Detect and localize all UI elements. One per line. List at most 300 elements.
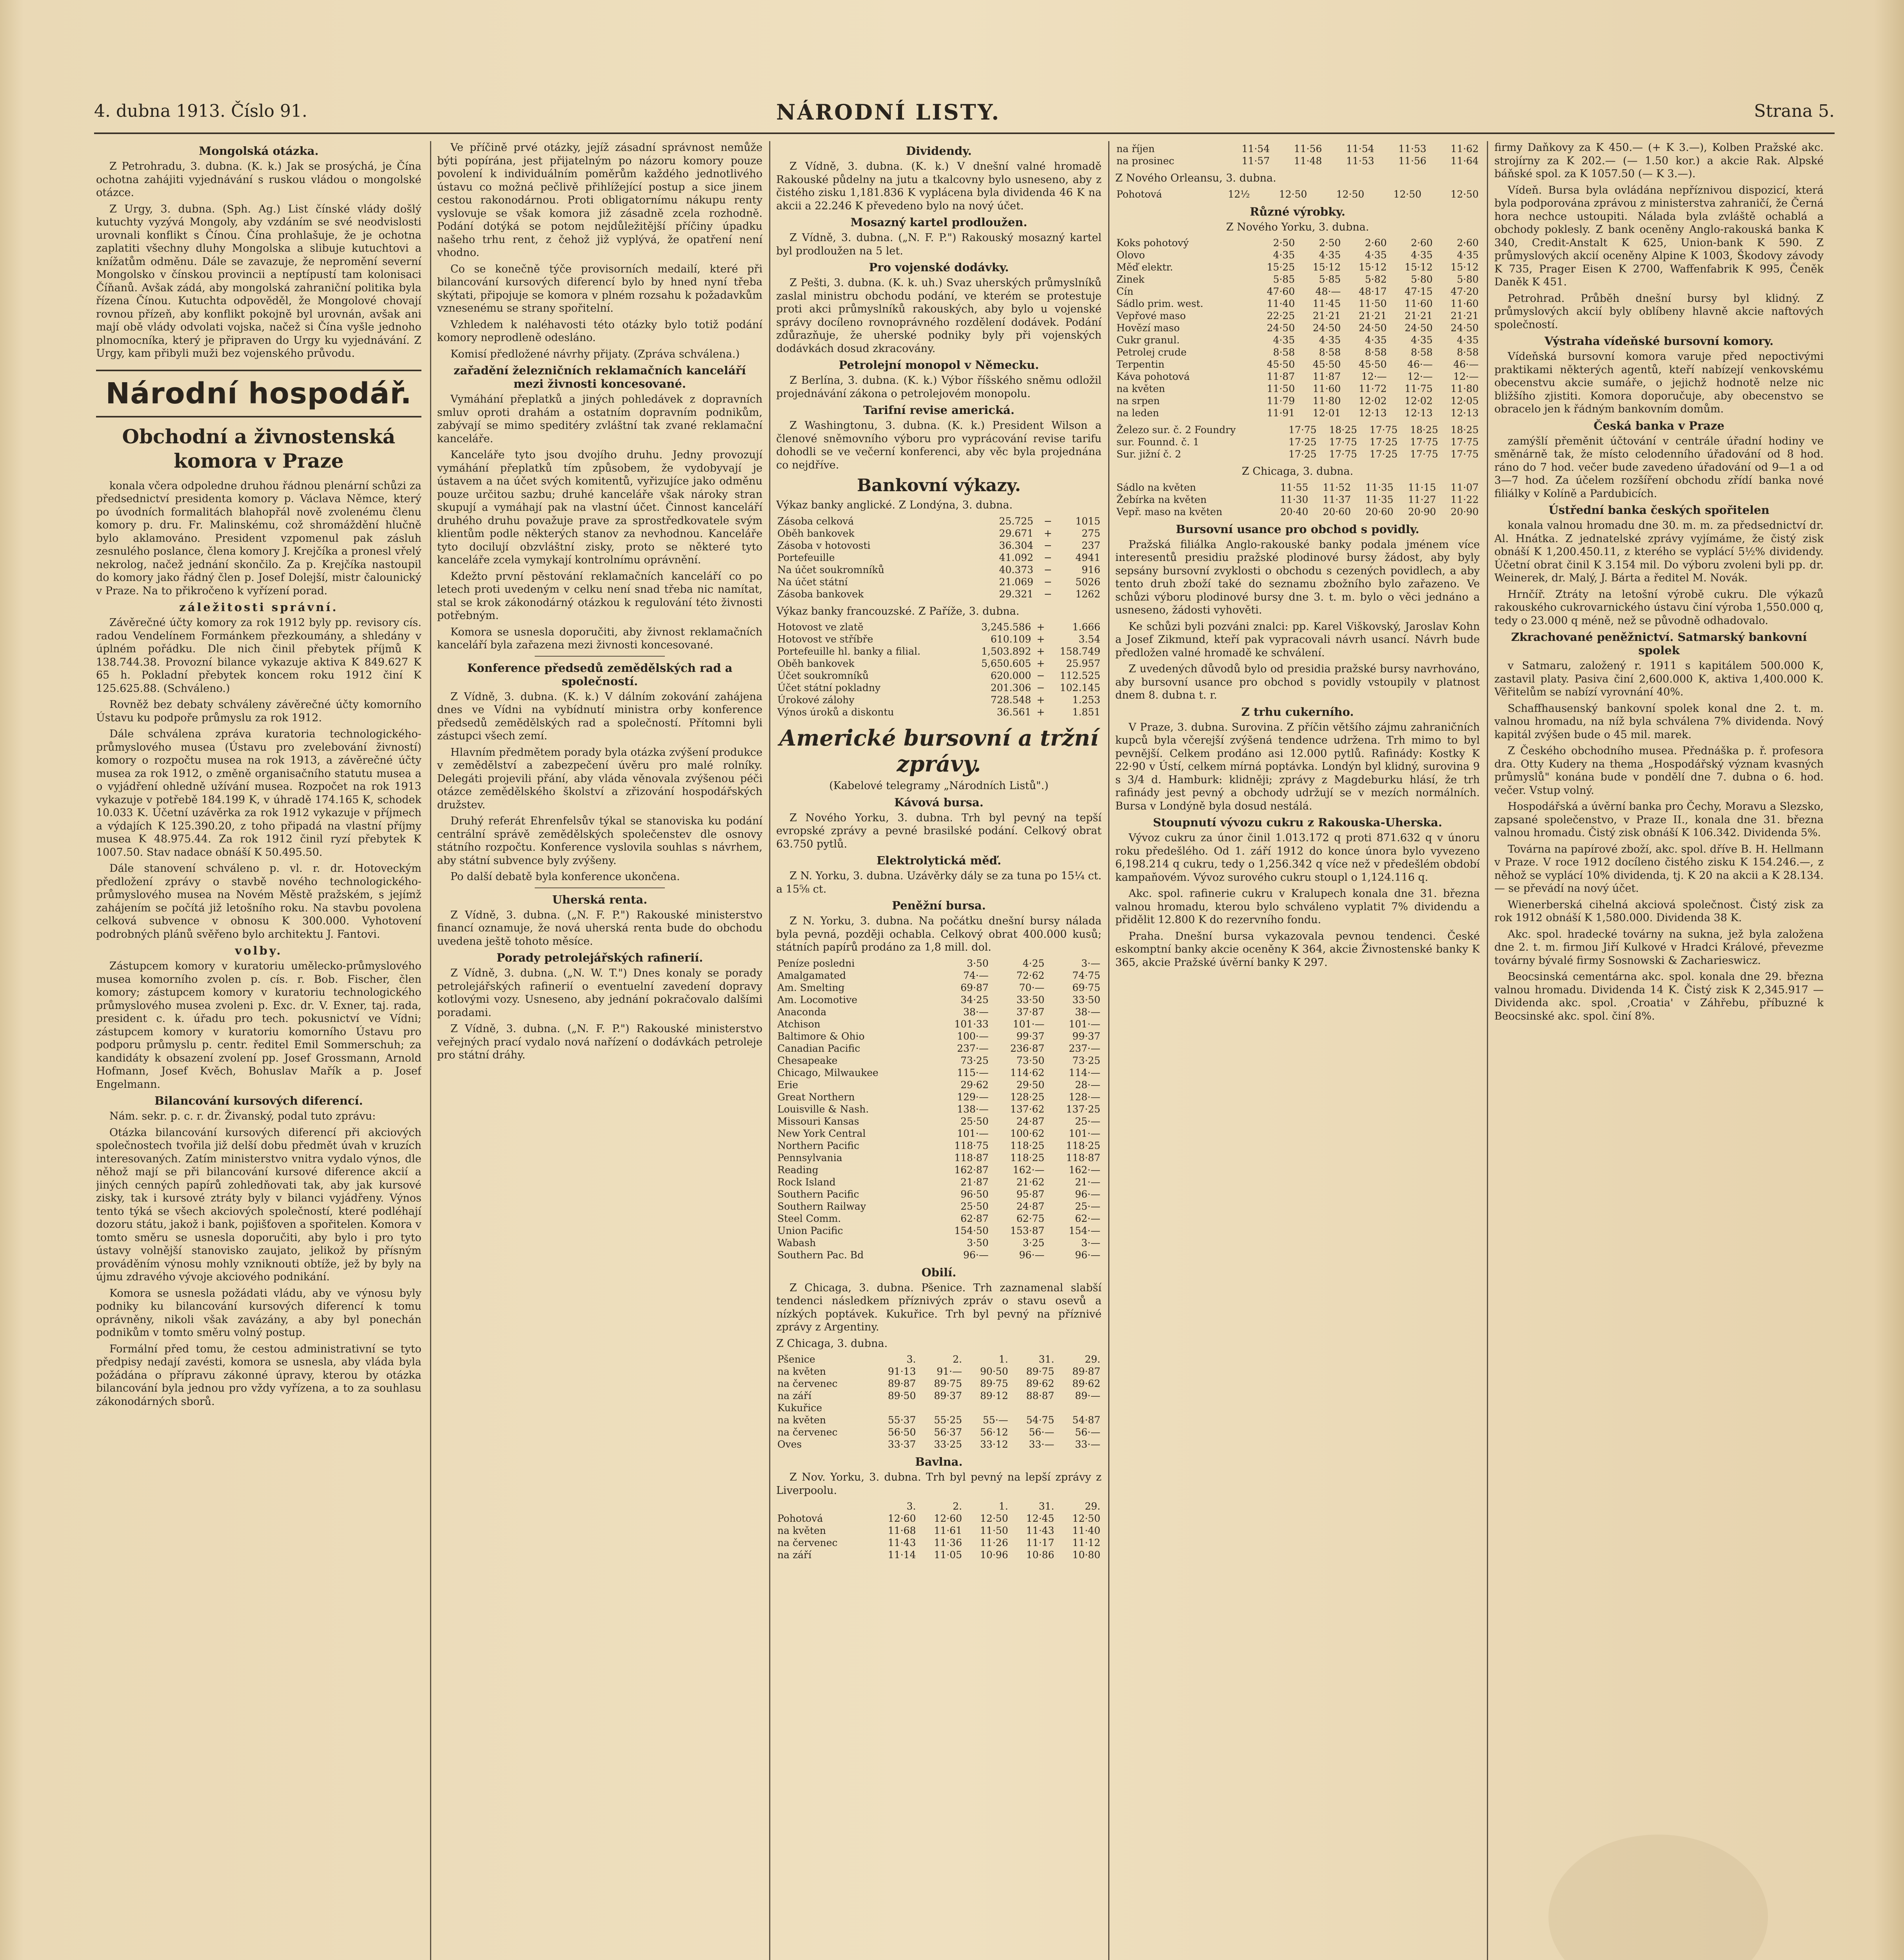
table-row xyxy=(776,1006,1102,1018)
cell-value: 1262 xyxy=(1075,588,1100,600)
cell-value: 12·50 xyxy=(1279,188,1307,200)
cell-value: 11·80 xyxy=(1312,395,1341,407)
table-row xyxy=(1115,436,1480,448)
table-caption: Z Nového Yorku, 3. dubna. xyxy=(1226,221,1369,233)
cell-value: 25.957 xyxy=(1066,658,1100,669)
cell-value: 4·35 xyxy=(1411,249,1433,261)
cell-value: 11·53 xyxy=(1346,155,1374,167)
row-label: Peníze posledni xyxy=(777,957,855,969)
paragraph: Z Chicaga, 3. dubna. Pšenice. Trh zaznamenal slabší tendenci následkem příznivých zpráv o stavu osevů a nízkých poptávek. Kukuřice. Trh byl pevný na příznivé zprávy z Argentiny. xyxy=(776,1281,1102,1333)
row-label: Southern Pac. Bd xyxy=(777,1249,864,1261)
cell-value: 31. xyxy=(1038,1354,1055,1365)
subheading: Bavlna. xyxy=(915,1455,963,1468)
cell-value xyxy=(917,1402,963,1414)
cell-value: 96·— xyxy=(1019,1249,1045,1261)
cell-value: 916 xyxy=(1082,564,1100,575)
cell-value: 33·37 xyxy=(888,1439,916,1450)
cell-value: 56·37 xyxy=(934,1426,962,1438)
table-caption: Z Chicaga, 3. dubna. xyxy=(776,1337,888,1350)
cell-value: 12·01 xyxy=(1312,407,1341,419)
cell-value: 3.54 xyxy=(1078,633,1100,645)
subheading: Zkrachované peněžnictví. Satmarský bankovní spolek xyxy=(1511,630,1807,657)
paragraph: Kdežto první pěstování reklamačních kanceláří co po letech proti uvedeným v celku není snad třeba nic namítat, stal se krok zákonodárný otázkou k regulování této živnosti potřebným. xyxy=(437,570,762,622)
table-row xyxy=(776,1152,1102,1164)
paragraph: konala valnou hromadu dne 30. m. m. za předsednictví dr. Al. Hnátka. Z jednatelské zprávy vyjímáme, že čistý zisk obnáší K 1,200.450.11, z kterého se vyplácí 5½% dividendy. Účetní obrat činil K 3.154 mil. Do výboru zvoleni byli pp. dr. Weinerek, dr. Malý, J. Bárta a ředitel M. Novák. xyxy=(1494,519,1824,584)
cell-value: 162·— xyxy=(1013,1164,1045,1176)
divider xyxy=(535,887,665,888)
cell-value: 72·62 xyxy=(1016,969,1045,981)
row-label: Oves xyxy=(777,1439,802,1450)
cell-value: 31. xyxy=(1038,1501,1055,1512)
cell-value: 18·25 xyxy=(1410,424,1438,436)
paragraph: Ke schůzi byli pozváni znalci: pp. Karel Viškovský, Jaroslav Kohn a Josef Zikmund, kteří pak vypracovali návrh usancí. Návrh bude předložen valné hromadě ke schválení. xyxy=(1115,620,1480,659)
table-row xyxy=(1115,261,1480,273)
cell-value: 99·37 xyxy=(1072,1030,1100,1042)
paragraph: Vídeň. Bursa byla ovládána nepříznivou dispozicí, která byla podporována zprávou z ministerstva zahraničí, že Černá hora nechce ustoupiti. Nálada byla zvláště ochablá a obchody poklesly. Z bank oceněny Anglo-rakouská banka K 340, Credit-Anstalt K 625, Union-bank K 590. Z průmyslových akcií oceněny Alpine K 1003, Škodovy závody K 735, Prager Eisen K 2700, Waffenfabrik K 995, Čeněk Daněk K 451. xyxy=(1494,184,1824,288)
paragraph: Dále stanovení schváleno p. vl. r. dr. Hotoveckým předložení zprávy o stavbě nového technologického-průmyslového musea na Novém Městě pražském, s jejímž zahájením se počítá již letošního roku. Na stavbu povolena celková subvence v obnosu K 300.000. Vyhotovení podrobných plánů svěřeno bylo architektu J. Fantovi. xyxy=(96,862,421,940)
cell-value: 2. xyxy=(953,1354,962,1365)
table-row xyxy=(776,1091,1102,1103)
cell-value: 20·60 xyxy=(1365,506,1394,517)
cell-value: 11·40 xyxy=(1072,1525,1100,1536)
cell-value: 74·— xyxy=(963,969,989,981)
cell-value: + xyxy=(1036,658,1045,669)
table-cotton xyxy=(776,1500,1102,1561)
table-row xyxy=(776,515,1102,527)
paragraph: Z Vídně, 3. dubna. („N. F. P.") Rakouské ministerstvo financí oznamuje, že nová uherská renta bude do obchodu uvedena ještě tohoto měsíce. xyxy=(437,909,762,947)
subheading: Česká banka v Praze xyxy=(1594,419,1724,432)
table-products xyxy=(1115,237,1480,419)
column-rule xyxy=(769,141,770,1960)
cell-value: 4·35 xyxy=(1457,334,1479,346)
row-label: Portefeuille hl. banky a filial. xyxy=(777,646,921,657)
cell-value: 4·35 xyxy=(1365,334,1387,346)
table-row xyxy=(776,1176,1102,1188)
cell-value: 34·25 xyxy=(960,994,989,1005)
table-row xyxy=(776,694,1102,706)
cell-value: 5,650.605 xyxy=(981,658,1031,669)
cell-value: 11·79 xyxy=(1267,395,1295,407)
row-label: Vepř. maso na květen xyxy=(1116,506,1223,517)
row-label: na červenec xyxy=(777,1426,838,1438)
table-row xyxy=(776,1365,1102,1377)
table-row xyxy=(1115,407,1480,419)
cell-value: 11·12 xyxy=(1072,1537,1100,1548)
paragraph: Z N. Yorku, 3. dubna. Na počátku dnešní bursy nálada byla pevná, později ochabla. Celkový obrat 400.000 kusů; státních papírů prodáno za 1,8 mill. dol. xyxy=(776,915,1102,953)
row-label: na květen xyxy=(777,1366,826,1377)
row-label: Oběh bankovek xyxy=(777,658,855,669)
table-row xyxy=(776,1524,1102,1537)
table-row xyxy=(776,645,1102,657)
row-label: Zásoba v hotovosti xyxy=(777,539,871,551)
cell-value: 1. xyxy=(998,1501,1008,1512)
cell-value: 89·50 xyxy=(888,1390,916,1401)
cell-value: 1.666 xyxy=(1072,621,1100,633)
row-label: Amalgamated xyxy=(777,969,846,981)
table-row xyxy=(776,957,1102,969)
cell-value: 24·50 xyxy=(1358,322,1387,334)
column-1 xyxy=(96,141,421,1960)
row-label: Atchison xyxy=(777,1018,820,1030)
row-label: Úrokové zálohy xyxy=(777,694,855,706)
table-row xyxy=(776,1103,1102,1115)
table-row xyxy=(1115,249,1480,261)
cell-value: 10·80 xyxy=(1072,1549,1100,1561)
cell-value: − xyxy=(1044,515,1052,527)
cell-value: 154·— xyxy=(1069,1225,1100,1236)
cell-value xyxy=(871,1402,917,1414)
row-label: Hotovost ve stříbře xyxy=(777,633,873,645)
cell-value: 237·— xyxy=(957,1042,989,1054)
cell-value: 4·25 xyxy=(1022,957,1045,969)
subheading: Z trhu cukerního. xyxy=(1241,705,1354,719)
table-caption: Výkaz banky anglické. Z Londýna, 3. dubna. xyxy=(776,499,1013,511)
cell-value: 101·— xyxy=(1069,1018,1100,1030)
paragraph: Hospodářská a úvěrní banka pro Čechy, Moravu a Slezsko, zapsané společenstvo, v Praze II., konala dne 31. března valnou hromadu. Čistý zisk obnáší K 106.342. Dividenda 5%. xyxy=(1494,800,1824,839)
cell-value: 55·37 xyxy=(888,1414,916,1426)
table-row xyxy=(1115,273,1480,285)
cell-value: 89·75 xyxy=(1026,1366,1055,1377)
row-label: Na účet státní xyxy=(777,576,848,588)
cell-value: 89·37 xyxy=(934,1390,962,1401)
cell-value: 17·75 xyxy=(1450,448,1479,460)
cell-value: 29.671 xyxy=(999,527,1034,539)
cell-value: 4·35 xyxy=(1319,249,1341,261)
cell-value: 33·— xyxy=(1075,1439,1100,1450)
row-label: Terpentin xyxy=(1116,359,1165,370)
paragraph: Dále schválena zpráva kuratoria technologického-průmyslového musea (Ústavu pro zvelebování živností) komory o rozpočtu musea na rok 1913, a závěrečné účty musea za rok 1912, o změně organisačního statutu musea a o vyjádření ohledně užívání musea. Rozpočet na rok 1913 vykazuje v potřebě 184.199 K, v úhradě 174.165 K, schodek 10.033 K. Účetní uzávěrka za rok 1912 vykazuje v příjmech a výdajích K 125.390.20, z toho připadá na vlastní příjmy musea K 48.975.44. Za rok 1912 činil ryzí přebytek K 1007.50. Stav nadace obnáší K 50.495.50. xyxy=(96,728,421,858)
table-row xyxy=(776,706,1102,718)
cell-value: 11·55 xyxy=(1280,481,1309,493)
paragraph: Schaffhausenský bankovní spolek konal dne 2. t. m. valnou hromadu, na níž byla schválena 7% dividenda. Nový kapitál zvýšen bude o 45 mil. marek. xyxy=(1494,702,1824,741)
cell-value: 74·75 xyxy=(1072,969,1100,981)
cell-value: 70·— xyxy=(1019,982,1045,993)
cell-value: 17·75 xyxy=(1450,436,1479,448)
cell-value: 89·— xyxy=(1075,1390,1100,1401)
cell-value: 4·35 xyxy=(1319,334,1341,346)
row-label: na leden xyxy=(1116,407,1159,419)
row-label: na říjen xyxy=(1116,143,1155,154)
cell-value: 12·— xyxy=(1407,371,1433,382)
row-label: na květen xyxy=(777,1414,826,1426)
cell-value: 56·— xyxy=(1075,1426,1100,1438)
cell-value: 12·50 xyxy=(1450,188,1479,200)
cell-value: 25·50 xyxy=(960,1115,989,1127)
table-row xyxy=(1115,346,1480,358)
cell-value: 11·40 xyxy=(1267,298,1295,309)
row-label: Southern Pacific xyxy=(777,1188,859,1200)
table-row xyxy=(776,1237,1102,1249)
table-row xyxy=(1115,310,1480,322)
paragraph: Rovněž bez debaty schváleny závěrečné účty komorního Ústavu ku podpoře průmyslu za rok 1912. xyxy=(96,699,421,724)
row-label: Baltimore & Ohio xyxy=(777,1030,865,1042)
table-row xyxy=(1115,494,1480,506)
table-row xyxy=(776,633,1102,645)
row-label: na září xyxy=(777,1390,811,1401)
cell-value: 89·75 xyxy=(980,1378,1008,1389)
subheading: volby. xyxy=(235,944,283,957)
cell-value: 12·13 xyxy=(1450,407,1479,419)
cell-value: 138·— xyxy=(957,1103,989,1115)
subheading: Obilí. xyxy=(921,1265,957,1279)
cell-value: 101·33 xyxy=(954,1018,989,1030)
column-rule xyxy=(430,141,431,1960)
table-bank-france xyxy=(776,621,1102,718)
subheading: Konference předsedů zemědělských rad a společností. xyxy=(467,661,733,688)
paragraph: Hrnčíř. Ztráty na letošní výrobě cukru. Dle výkazů rakouského cukrovarnického ústavu činí výroba 1,550.000 q, tedy o 23.000 q méně, než se původně odhadovalo. xyxy=(1494,588,1824,627)
row-label: Pennsylvania xyxy=(777,1152,842,1163)
paragraph: Komisí předložené návrhy přijaty. (Zpráva schválena.) xyxy=(450,348,740,360)
row-label: na prosinec xyxy=(1116,155,1174,167)
row-label: na květen xyxy=(1116,383,1165,394)
divider xyxy=(535,656,665,657)
cell-value: 17·75 xyxy=(1329,436,1357,448)
row-label: Canadian Pacific xyxy=(777,1042,860,1054)
table-row xyxy=(1115,448,1480,460)
table-row xyxy=(1115,155,1480,167)
cell-value: 69·87 xyxy=(960,982,989,993)
cell-value: 4·35 xyxy=(1411,334,1433,346)
cell-value: 1,503.892 xyxy=(981,646,1031,657)
cell-value: 20·40 xyxy=(1280,506,1309,517)
cell-value: 3·50 xyxy=(967,957,989,969)
article-title: Obchodní a živnostenská komora v Praze xyxy=(122,425,396,472)
table-row xyxy=(1115,424,1480,436)
cell-value: 3·— xyxy=(1081,1237,1100,1249)
table-caption: Výkaz banky francouzské. Z Paříže, 3. dubna. xyxy=(776,605,1020,617)
table-row xyxy=(776,1438,1102,1450)
cell-value: 24·87 xyxy=(1016,1200,1045,1212)
table-row xyxy=(776,1212,1102,1225)
row-label: Výnos úroků a diskontu xyxy=(777,706,894,718)
table-row xyxy=(776,621,1102,633)
cell-value: 12½ xyxy=(1228,188,1250,200)
cell-value: 11·60 xyxy=(1312,383,1341,394)
table-row xyxy=(776,1067,1102,1079)
subheading: Petrolejní monopol v Německu. xyxy=(839,358,1039,372)
table-row xyxy=(776,1030,1102,1042)
cell-value: 11·43 xyxy=(1026,1525,1055,1536)
cell-value: 36.561 xyxy=(996,706,1031,718)
cell-value: 20·60 xyxy=(1323,506,1351,517)
table-row xyxy=(1115,237,1480,249)
row-label: Zinek xyxy=(1116,274,1145,285)
cell-value: 33·50 xyxy=(1072,994,1100,1005)
cell-value: 55·— xyxy=(982,1414,1008,1426)
paragraph: v Satmaru, založený r. 1911 s kapitálem 500.000 K, zastavil platy. Pasiva činí 2,600.000 K, aktiva 1,400.000 K. Věřitelům se nabízí vyrovnání 40%. xyxy=(1494,660,1824,698)
cell-value: 33·12 xyxy=(980,1439,1008,1450)
cell-value: 3·— xyxy=(1081,957,1100,969)
cell-value: 11·43 xyxy=(888,1537,916,1548)
cell-value: 11·61 xyxy=(934,1525,962,1536)
cell-value: 620.000 xyxy=(990,670,1031,681)
cell-value: 5·85 xyxy=(1319,274,1341,285)
cell-value: 17·75 xyxy=(1289,424,1317,436)
cell-value: 89·62 xyxy=(1072,1378,1100,1389)
cell-value: 88·87 xyxy=(1026,1390,1055,1401)
table-row xyxy=(1115,334,1480,346)
paragraph: Z Nového Yorku, 3. dubna. Trh byl pevný na tepší evropské zprávy a pevné brasilské podání. Celkový obrat 63.750 pytlů. xyxy=(776,811,1102,850)
cell-value: 118·87 xyxy=(1066,1152,1100,1163)
cell-value xyxy=(1055,1402,1102,1414)
paragraph: Akc. spol. rafinerie cukru v Kralupech konala dne 31. března valnou hromadu, kterou bylo schváleno vyplatit 7% dividendu a přidělit 12.800 K do rezervního fondu. xyxy=(1115,887,1480,926)
column-rule xyxy=(1108,141,1109,1960)
cell-value: 2·60 xyxy=(1457,237,1479,249)
row-label: Chicago, Milwaukee xyxy=(777,1067,878,1078)
table-row xyxy=(1115,322,1480,334)
cell-value: 3,245.586 xyxy=(981,621,1031,633)
cell-value: 11·68 xyxy=(888,1525,916,1536)
table-row xyxy=(776,1537,1102,1549)
cell-value: 18·25 xyxy=(1329,424,1357,436)
cell-value: 10·86 xyxy=(1026,1549,1055,1561)
subheading: Kávová bursa. xyxy=(894,795,984,809)
cell-value xyxy=(1009,1402,1056,1414)
cell-value: + xyxy=(1036,633,1045,645)
row-label: Káva pohotová xyxy=(1116,371,1190,382)
cell-value: 237·— xyxy=(1069,1042,1100,1054)
row-label: Missouri Kansas xyxy=(777,1115,859,1127)
cell-value: 154·50 xyxy=(954,1225,989,1236)
table-row xyxy=(776,670,1102,682)
cell-value: 15·12 xyxy=(1405,261,1433,273)
cell-value: 54·75 xyxy=(1026,1414,1055,1426)
row-label: Southern Railway xyxy=(777,1200,866,1212)
cell-value: 1015 xyxy=(1075,515,1100,527)
subheading: Různé výrobky. xyxy=(1250,205,1345,218)
table-row xyxy=(776,1018,1102,1030)
paragraph: Z Vídně, 3. dubna. („N. W. T.") Dnes konaly se porady petrolejářských rafinerií o eventuelní zavedení dopravy kotlovými vozy. Usneseno, aby jednání pokračovalo dalšími poradami. xyxy=(437,967,762,1019)
cell-value: 112.525 xyxy=(1060,670,1100,681)
cell-value: 73·25 xyxy=(1072,1054,1100,1066)
cell-value: 73·25 xyxy=(960,1054,989,1066)
row-label: na květen xyxy=(777,1525,826,1536)
cell-value: 11·35 xyxy=(1365,481,1394,493)
cell-value: 137·25 xyxy=(1066,1103,1100,1115)
row-label: Louisville & Nash. xyxy=(777,1103,869,1115)
row-label: Union Pacific xyxy=(777,1225,843,1236)
page-header xyxy=(94,101,1835,134)
cell-value: 11·60 xyxy=(1450,298,1479,309)
cell-value: 37·87 xyxy=(1016,1006,1045,1018)
cell-value: 128·— xyxy=(1069,1091,1100,1103)
paragraph: Závěrečné účty komory za rok 1912 byly pp. revisory cís. radou Vendelínem Formánkem přezkoumány, a shledány v úplném pořádku. Dle nich činil přebytek příjmů K 138.744.38. Provozní bilance vykazuje aktiva K 849.627 K 65 h. Pokladní přebytek koncem roku 1912 činí K 125.625.88. (Schváleno.) xyxy=(96,617,421,695)
table-row xyxy=(776,1225,1102,1237)
row-label: New York Central xyxy=(777,1127,866,1139)
row-label: Pšenice xyxy=(777,1354,815,1365)
cell-value: 21·— xyxy=(1075,1176,1100,1188)
cell-value: 28·— xyxy=(1075,1079,1100,1091)
cell-value: 5·85 xyxy=(1273,274,1295,285)
cell-value: 38·— xyxy=(1075,1006,1100,1018)
table-row xyxy=(776,1140,1102,1152)
cell-value: 17·25 xyxy=(1289,436,1317,448)
cell-value: 101·— xyxy=(957,1127,989,1139)
cell-value: 137·62 xyxy=(1010,1103,1045,1115)
cell-value: 153·87 xyxy=(1010,1225,1045,1236)
cell-value: 99·37 xyxy=(1016,1030,1045,1042)
cell-value: 4·35 xyxy=(1273,334,1295,346)
table-row xyxy=(776,588,1102,600)
row-label: Wabash xyxy=(777,1237,816,1249)
row-label: Portefeuille xyxy=(777,552,835,563)
row-label: na červenec xyxy=(777,1378,838,1389)
cell-value: 11·50 xyxy=(1358,298,1387,309)
cell-value: 33·— xyxy=(1029,1439,1055,1450)
subheading: Ústřední banka českých spořitelen xyxy=(1548,503,1770,517)
cell-value: 8·58 xyxy=(1457,347,1479,358)
cell-value: − xyxy=(1044,576,1052,588)
paragraph: Akc. spol. hradecké továrny na sukna, jež byla založena dne 2. t. m. firmou Jiří Kulkové v Hradci Králové, převezme továrny bývalé firmy Sosnowski & Zacharieswicz. xyxy=(1494,928,1824,967)
paragraph: Z Berlína, 3. dubna. (K. k.) Výbor říšského sněmu odložil projednávání zákona o petrolejovém monopolu. xyxy=(776,374,1102,400)
row-label: Chesapeake xyxy=(777,1054,838,1066)
row-label: na srpen xyxy=(1116,395,1160,407)
cell-value: 2·60 xyxy=(1411,237,1433,249)
cell-value: 11·05 xyxy=(934,1549,962,1561)
cell-value: 11·53 xyxy=(1398,143,1427,154)
cell-value: 158.749 xyxy=(1060,646,1100,657)
cell-value: 89·75 xyxy=(934,1378,962,1389)
row-label: Reading xyxy=(777,1164,819,1176)
cell-value: 3·50 xyxy=(967,1237,989,1249)
cell-value: 69·75 xyxy=(1072,982,1100,993)
cell-value: 33·25 xyxy=(934,1439,962,1450)
table-row xyxy=(776,1353,1102,1365)
cell-value: 54·87 xyxy=(1072,1414,1100,1426)
cell-value: 29·50 xyxy=(1016,1079,1045,1091)
cell-value: 2·50 xyxy=(1273,237,1295,249)
cell-value: 96·— xyxy=(963,1249,989,1261)
table-orleans xyxy=(1115,188,1480,200)
cell-value: 47·15 xyxy=(1405,286,1433,297)
row-label: Sádlo prim. west. xyxy=(1116,298,1203,309)
row-label: na červenec xyxy=(777,1537,838,1548)
cell-value: 201.306 xyxy=(990,682,1031,693)
table-iron xyxy=(1115,424,1480,460)
cell-value: 17·25 xyxy=(1369,436,1398,448)
paragraph: konala včera odpoledne druhou řádnou plenární schůzi za předsednictví presidenta komory p. Václava Němce, který po úvodních formalitách blahopřál nově zvolenému členu komory p. dru. Fr. Malinskému, což shromáždění hlučně bylo aklamováno. President vzpomenul pak zásluh zesnulého poslance, člena komory J. Krejčíka a pronesl vřelý nekrolog, načež jednání skončilo. Za p. Krejčíka nastoupil do komory jako řádný člen p. Josef Dolejší, mistr čalounický v Praze. Na to přikročeno k vyřízení porad. xyxy=(96,479,421,597)
cell-value: 2·60 xyxy=(1365,237,1387,249)
cell-value: 10·96 xyxy=(980,1549,1008,1561)
cell-value: 17·75 xyxy=(1329,448,1357,460)
cell-value: 11·75 xyxy=(1405,383,1433,394)
cell-value: 728.548 xyxy=(990,694,1031,706)
cell-value: 18·25 xyxy=(1450,424,1479,436)
cell-value: 5·80 xyxy=(1457,274,1479,285)
cell-value: 47·20 xyxy=(1450,286,1479,297)
cell-value: 11·87 xyxy=(1312,371,1341,382)
cell-value: + xyxy=(1036,621,1045,633)
paragraph: Z Vídně, 3. dubna. („N. F. P.") Rakouské ministerstvo veřejných prací vydalo nová nařízení o dodávkách petroleje pro státní dráhy. xyxy=(437,1023,762,1061)
subheading: Výstraha vídeňské bursovní komory. xyxy=(1544,334,1774,348)
cell-value: − xyxy=(1036,682,1045,693)
cell-value: 11·37 xyxy=(1323,494,1351,505)
cell-value: 11·54 xyxy=(1346,143,1374,154)
subheading: Tarifní revise americká. xyxy=(863,403,1015,417)
cell-value: 89·12 xyxy=(980,1390,1008,1401)
cell-value: 36.304 xyxy=(999,539,1034,551)
cell-value: 2. xyxy=(953,1501,962,1512)
table-row xyxy=(776,1079,1102,1091)
cell-value: 11·07 xyxy=(1450,481,1479,493)
row-label: Zásoba bankovek xyxy=(777,588,864,600)
cell-value: 102.145 xyxy=(1060,682,1100,693)
table-row xyxy=(776,1414,1102,1426)
cell-value: 11·91 xyxy=(1267,407,1295,419)
cell-value: 11·36 xyxy=(934,1537,962,1548)
cell-value: 46·— xyxy=(1453,359,1479,370)
subheading: Stoupnutí vývozu cukru z Rakouska-Uherska. xyxy=(1153,816,1442,829)
